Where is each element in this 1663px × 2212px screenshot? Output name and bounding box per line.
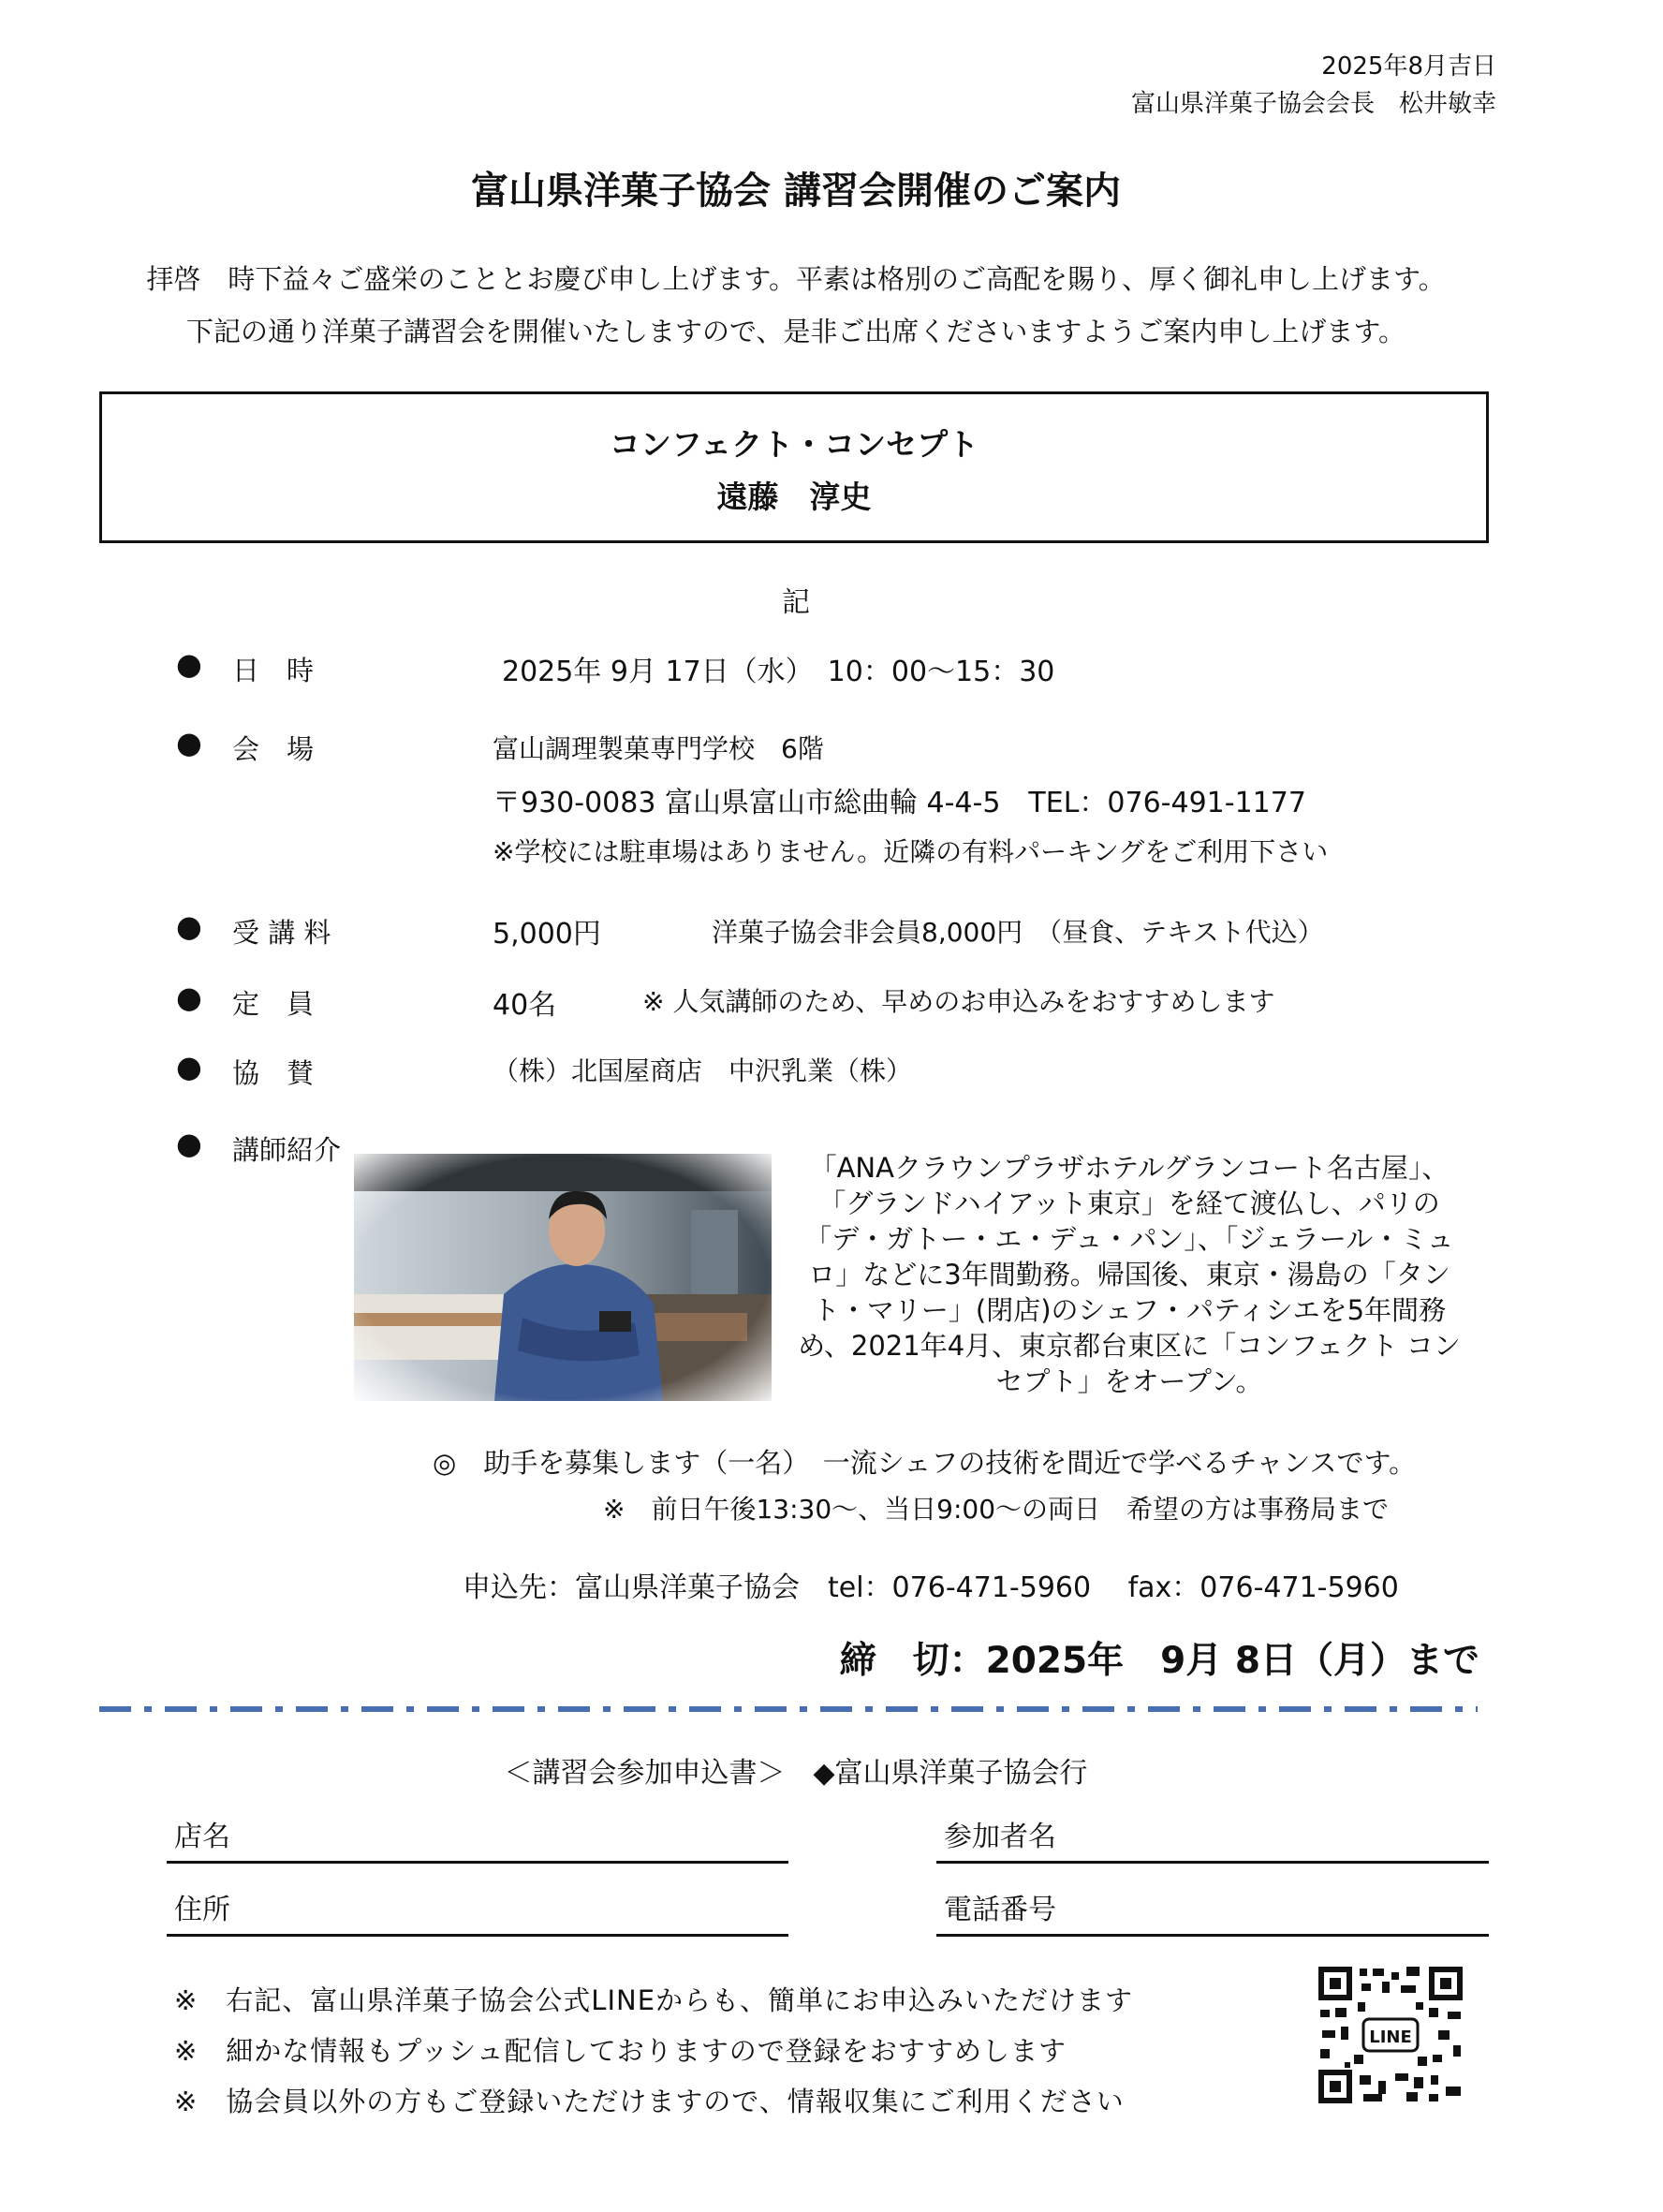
line-qr-code-icon[interactable] [1317, 1965, 1464, 2105]
footer-note-1: ※ 右記、富山県洋菓子協会公式LINEからも、簡単にお申込みいただけます [174, 1984, 1134, 2016]
form-title: ＜講習会参加申込書＞ ◆富山県洋菓子協会行 [504, 1757, 1088, 1790]
capacity-note: ※ 人気講師のため、早めのお申込みをおすすめします [642, 986, 1275, 1017]
datetime-value: 2025年 9月 17日（水） 10：00～15：30 [502, 656, 1055, 688]
bullet-icon: ● [176, 1126, 202, 1161]
participant-field[interactable] [936, 1813, 1489, 1864]
phone-label: 電話番号 [944, 1894, 1056, 1926]
page-title: 富山県洋菓子協会 講習会開催のご案内 [471, 170, 1121, 213]
chef-photo [354, 1154, 772, 1401]
greeting-line-1: 拝啓 時下益々ご盛栄のこととお慶び申し上げます。平素は格別のご高配を賜り、厚く御礼申し上げます。 [146, 263, 1446, 295]
lecturer-shop: コンフェクト・コンセプト [609, 426, 979, 463]
capacity-label: 定 員 [232, 988, 315, 1020]
footer-note-3: ※ 協会員以外の方もご登録いただけますので、情報収集にご利用ください [174, 2086, 1125, 2117]
assistant-line-1: ◎ 助手を募集します（一名） 一流シェフの技術を間近で学べるチャンスです。 [433, 1447, 1417, 1479]
bullet-icon: ● [176, 908, 202, 944]
fee-nonmember: 洋菓子協会非会員8,000円 （昼食、テキスト代込） [712, 917, 1324, 948]
footer-note-2: ※ 細かな情報もプッシュ配信しておりますので登録をおすすめします [174, 2035, 1067, 2067]
sender: 富山県洋菓子協会会長 松井敏幸 [1130, 90, 1496, 118]
sponsor-value: （株）北国屋商店 中沢乳業（株） [493, 1055, 913, 1086]
profile-label: 講師紹介 [232, 1134, 342, 1166]
bullet-icon: ● [176, 1049, 202, 1084]
phone-field[interactable] [936, 1886, 1489, 1937]
datetime-label: 日 時 [232, 655, 315, 686]
venue-line-2: 〒930-0083 富山県富山市総曲輪 4-4-5 TEL：076-491-1177 [493, 787, 1306, 819]
fee-label: 受 講 料 [232, 917, 331, 949]
deadline: 締 切：2025年 9月 8日（月）まで [839, 1640, 1479, 1682]
lecturer-name: 遠藤 淳史 [716, 479, 872, 515]
sponsor-label: 協 賛 [232, 1057, 315, 1089]
separator-line [99, 1706, 1478, 1712]
bullet-icon: ● [176, 646, 202, 682]
greeting-line-2: 下記の通り洋菓子講習会を開催いたしますので、是非ご出席くださいますようご案内申し上げます。 [185, 316, 1406, 347]
shop-name-label: 店名 [174, 1821, 230, 1853]
contact-info: 申込先：富山県洋菓子協会 tel：076-471-5960 fax：076-471-5960 [463, 1571, 1399, 1604]
participant-label: 参加者名 [944, 1821, 1056, 1853]
lecturer-box [99, 391, 1489, 543]
venue-line-1: 富山調理製菓専門学校 6階 [493, 733, 824, 764]
venue-line-3: ※学校には駐車場はありません。近隣の有料パーキングをご利用下さい [493, 836, 1329, 867]
address-label: 住所 [174, 1894, 230, 1926]
shop-name-field[interactable] [167, 1813, 788, 1864]
bullet-icon: ● [176, 980, 202, 1015]
assistant-line-2: ※ 前日午後13:30～、当日9:00～の両日 希望の方は事務局まで [603, 1494, 1390, 1525]
venue-label: 会 場 [232, 733, 315, 765]
qr-label: LINE [1369, 2028, 1412, 2047]
document-date: 2025年8月吉日 [1321, 52, 1496, 81]
address-field[interactable] [167, 1886, 788, 1937]
bullet-icon: ● [176, 725, 202, 760]
fee-member: 5,000円 [493, 918, 601, 951]
capacity-value: 40名 [493, 989, 557, 1022]
ki-heading: 記 [782, 586, 810, 619]
lecturer-bio: 「ANAクラウンプラザホテルグランコート名古屋」、「グランドハイアット東京」を経て渡仏し、パリの「デ・ガトー・エ・デュ・パン」、「ジェラール・ミュロ」などに3年間勤務。帰国後、東京・湯島の「タント・マリー」(閉店)のシェフ・パティシエを5年間務め、2021年4月、東京都台東区に「コンフェクト コンセプト」をオープン。 [798, 1152, 1461, 1397]
